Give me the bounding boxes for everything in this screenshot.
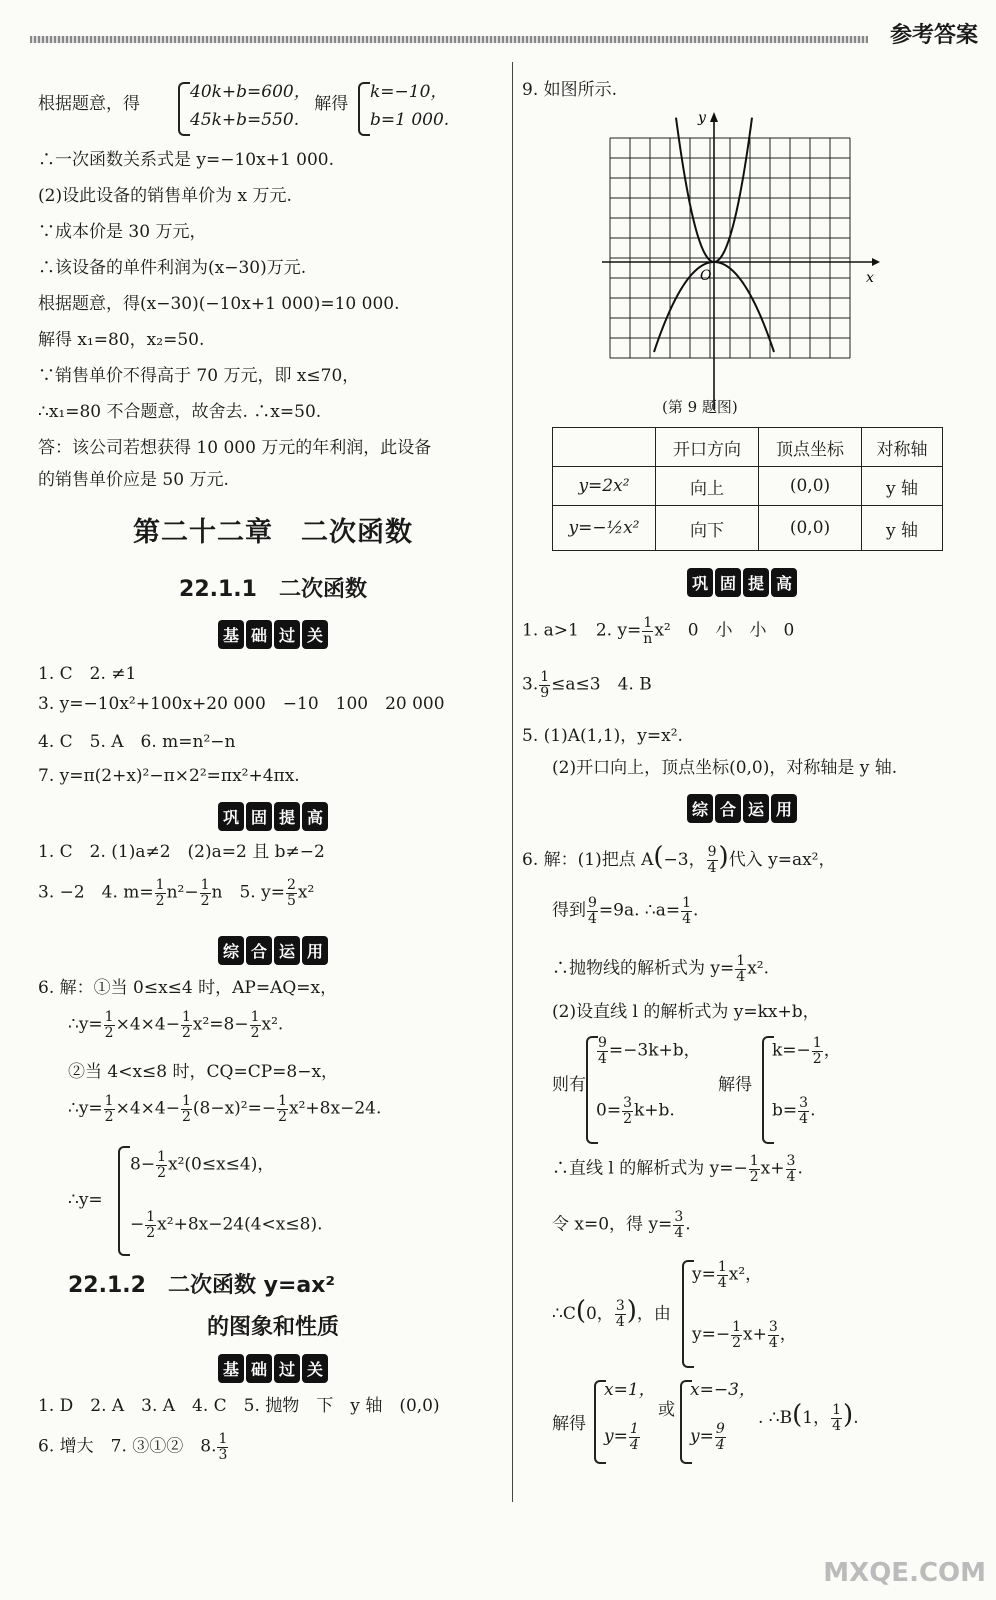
answer-line: ∴y= $\frac{1}{2}$ ×4×4− $\frac{1}{2}$ x²=8− $\frac{1}{2}$ x². [68,1009,284,1041]
table-row: y=2x² 向上 (0,0) y 轴 [553,467,943,506]
solution-1: k=−10， [370,82,448,102]
header-title: 参考答案 [889,23,978,48]
answer-line: ∴直线 l 的解析式为 y=− $\frac{1}{2}$ x+ $\frac{3}{4}$ . [552,1153,803,1185]
text-line: ∵成本价是 30 万元， [38,222,207,242]
brace [358,82,370,136]
text-solve: 解得 [552,1414,586,1434]
text-line: ∵销售单价不得高于 70 万元，即 x≤70， [38,366,360,386]
solution-y2: y= $\frac{9}{4}$ [690,1421,725,1453]
solution-2: b=1 000. [370,110,450,130]
x-axis-label: x [866,270,874,286]
text-line: ∴该设备的单件利润为(x−30)万元. [38,258,307,278]
y-axis-label: y [698,110,706,126]
text-line: ∴x₁=80 不合题意，故舍去. ∴x=50. [38,402,322,422]
result-b: . ∴B(1， $\frac{1}{4}$ ). [758,1400,859,1434]
badge-apply: 综 合 运 用 [38,936,508,965]
text-line: ∴一次函数关系式是 y=−10x+1 000. [38,150,335,170]
parabola-figure [602,110,892,410]
piecewise-1: 8− $\frac{1}{2}$ x²(0≤x≤4)， [130,1149,275,1181]
equation-1: 40k+b=600， [190,82,311,102]
system-eq-2: 0= $\frac{3}{2}$ k+b. [596,1095,675,1127]
section-subtitle: 的图象和性质 [206,1315,339,1340]
text-line: 的销售单价应是 50 万元. [38,470,229,490]
chapter-title: 第二十二章 二次函数 [133,517,413,548]
badge-consolidate: 巩 固 提 高 [38,802,508,831]
brace [178,82,190,136]
system-eq-1: y= $\frac{1}{4}$ x²， [692,1259,763,1291]
table-header-row: 开口方向 顶点坐标 对称轴 [553,428,943,467]
text-line: 根据题意，得(x−30)(−10x+1 000)=10 000. [38,294,400,314]
question-9: 9. 如图所示. [522,80,618,100]
text-or: 或 [658,1400,675,1420]
answer-line: 6. 解：(1)把点 A(−3， $\frac{9}{4}$ )代入 y=ax²， [522,842,836,876]
section-title: 22.1.1 二次函数 [179,577,367,602]
table-row: y=−½x² 向下 (0,0) y 轴 [553,506,943,551]
answer-line: 1. D 2. A 3. A 4. C 5. 抛物 下 y 轴 (0,0) [38,1396,440,1416]
answer-line: 令 x=0，得 y= $\frac{3}{4}$ . [552,1209,691,1241]
fraction: $\frac{1}{2}$ [200,877,210,909]
answer-line: 5. (1)A(1,1)，y=x². [522,726,683,746]
answer-line: 1. a>1 2. y= $\frac{1}{n}$ x² 0 小 小 0 [522,615,795,647]
badge-apply-2: 综 合 运 用 [522,794,962,823]
answer-line: 得到 $\frac{9}{4}$ =9a. ∴a= $\frac{1}{4}$ . [552,895,699,927]
answer-line: 3. −2 4. m= $\frac{1}{2}$ n²− $\frac{1}{2}$ n 5. y= $\frac{2}{5}$ x² [38,877,315,909]
properties-table [552,427,943,551]
site-watermark: MXQE.COM [823,1558,986,1588]
answer-line: ∴C(0， $\frac{3}{4}$ )，由 [552,1296,671,1330]
answer-line: 则有 [552,1075,586,1095]
answer-line: 6. 增大 7. ③①② 8. $\frac{1}{3}$ [38,1431,228,1463]
badge-consolidate-2: 巩 固 提 高 [522,568,962,597]
answer-line: ∴y= $\frac{1}{2}$ ×4×4− $\frac{1}{2}$ (8−x)²=− $\frac{1}{2}$ x²+8x−24. [68,1093,382,1125]
solution-y1: y= $\frac{1}{4}$ [604,1421,639,1453]
solution-k: k=− $\frac{1}{2}$ ， [772,1035,841,1067]
solution-x1: x=1， [604,1380,656,1400]
header-rule [30,36,868,43]
x-arrow-icon [872,258,880,266]
text-line: 解得 x₁=80，x₂=50. [38,330,205,350]
text-solve: 解得 [718,1075,752,1095]
badge-basic: 基 础 过 关 [38,620,508,649]
section-title: 22.1.2 二次函数 y=ax² [68,1273,336,1298]
answer-line: 4. C 5. A 6. m=n²−n [38,732,236,752]
answer-line: (2)设直线 l 的解析式为 y=kx+b， [552,1002,820,1022]
figure-caption: (第 9 题图) [662,398,738,416]
solution-b: b= $\frac{3}{4}$ . [772,1095,816,1127]
badge-basic-2: 基 础 过 关 [38,1354,508,1383]
text-line: 答：该公司若想获得 10 000 万元的年利润，此设备 [38,438,432,458]
y-arrow-icon [710,112,718,122]
text-line: (2)设此设备的销售单价为 x 万元. [38,186,292,206]
answer-line: 1. C 2. (1)a≠2 (2)a=2 且 b≠−2 [38,842,325,862]
answer-line: 3. y=−10x²+100x+20 000 −10 100 20 000 [38,694,445,714]
solution-x2: x=−3， [690,1380,756,1400]
fraction: $\frac{1}{2}$ [155,877,165,909]
answer-line: (2)开口向上，顶点坐标(0,0)，对称轴是 y 轴. [552,758,898,778]
system-eq-2: y=− $\frac{1}{2}$ x+ $\frac{3}{4}$ ， [692,1319,797,1351]
origin-label: O [700,268,712,284]
brace [118,1146,130,1256]
piecewise-2: − $\frac{1}{2}$ x²+8x−24(4<x≤8). [130,1209,323,1241]
answer-line: ∴抛物线的解析式为 y= $\frac{1}{4}$ x². [552,953,769,985]
answer-line: ②当 4<x≤8 时，CQ=CP=8−x， [68,1062,339,1082]
answer-line: 7. y=π(2+x)²−π×2²=πx²+4πx. [38,766,300,786]
fraction: $\frac{2}{5}$ [286,877,296,909]
answer-line: 6. 解：①当 0≤x≤4 时，AP=AQ=x， [38,978,338,998]
system-line: 根据题意，得 解得 [38,94,349,114]
equation-2: 45k+b=550. [190,110,300,130]
answer-line: 3. $\frac{1}{9}$ ≤a≤3 4. B [522,669,652,701]
answer-line: ∴y= [68,1190,103,1210]
system-eq-1: $\frac{9}{4}$ =−3k+b， [598,1035,701,1067]
answer-line: 1. C 2. ≠1 [38,664,137,684]
